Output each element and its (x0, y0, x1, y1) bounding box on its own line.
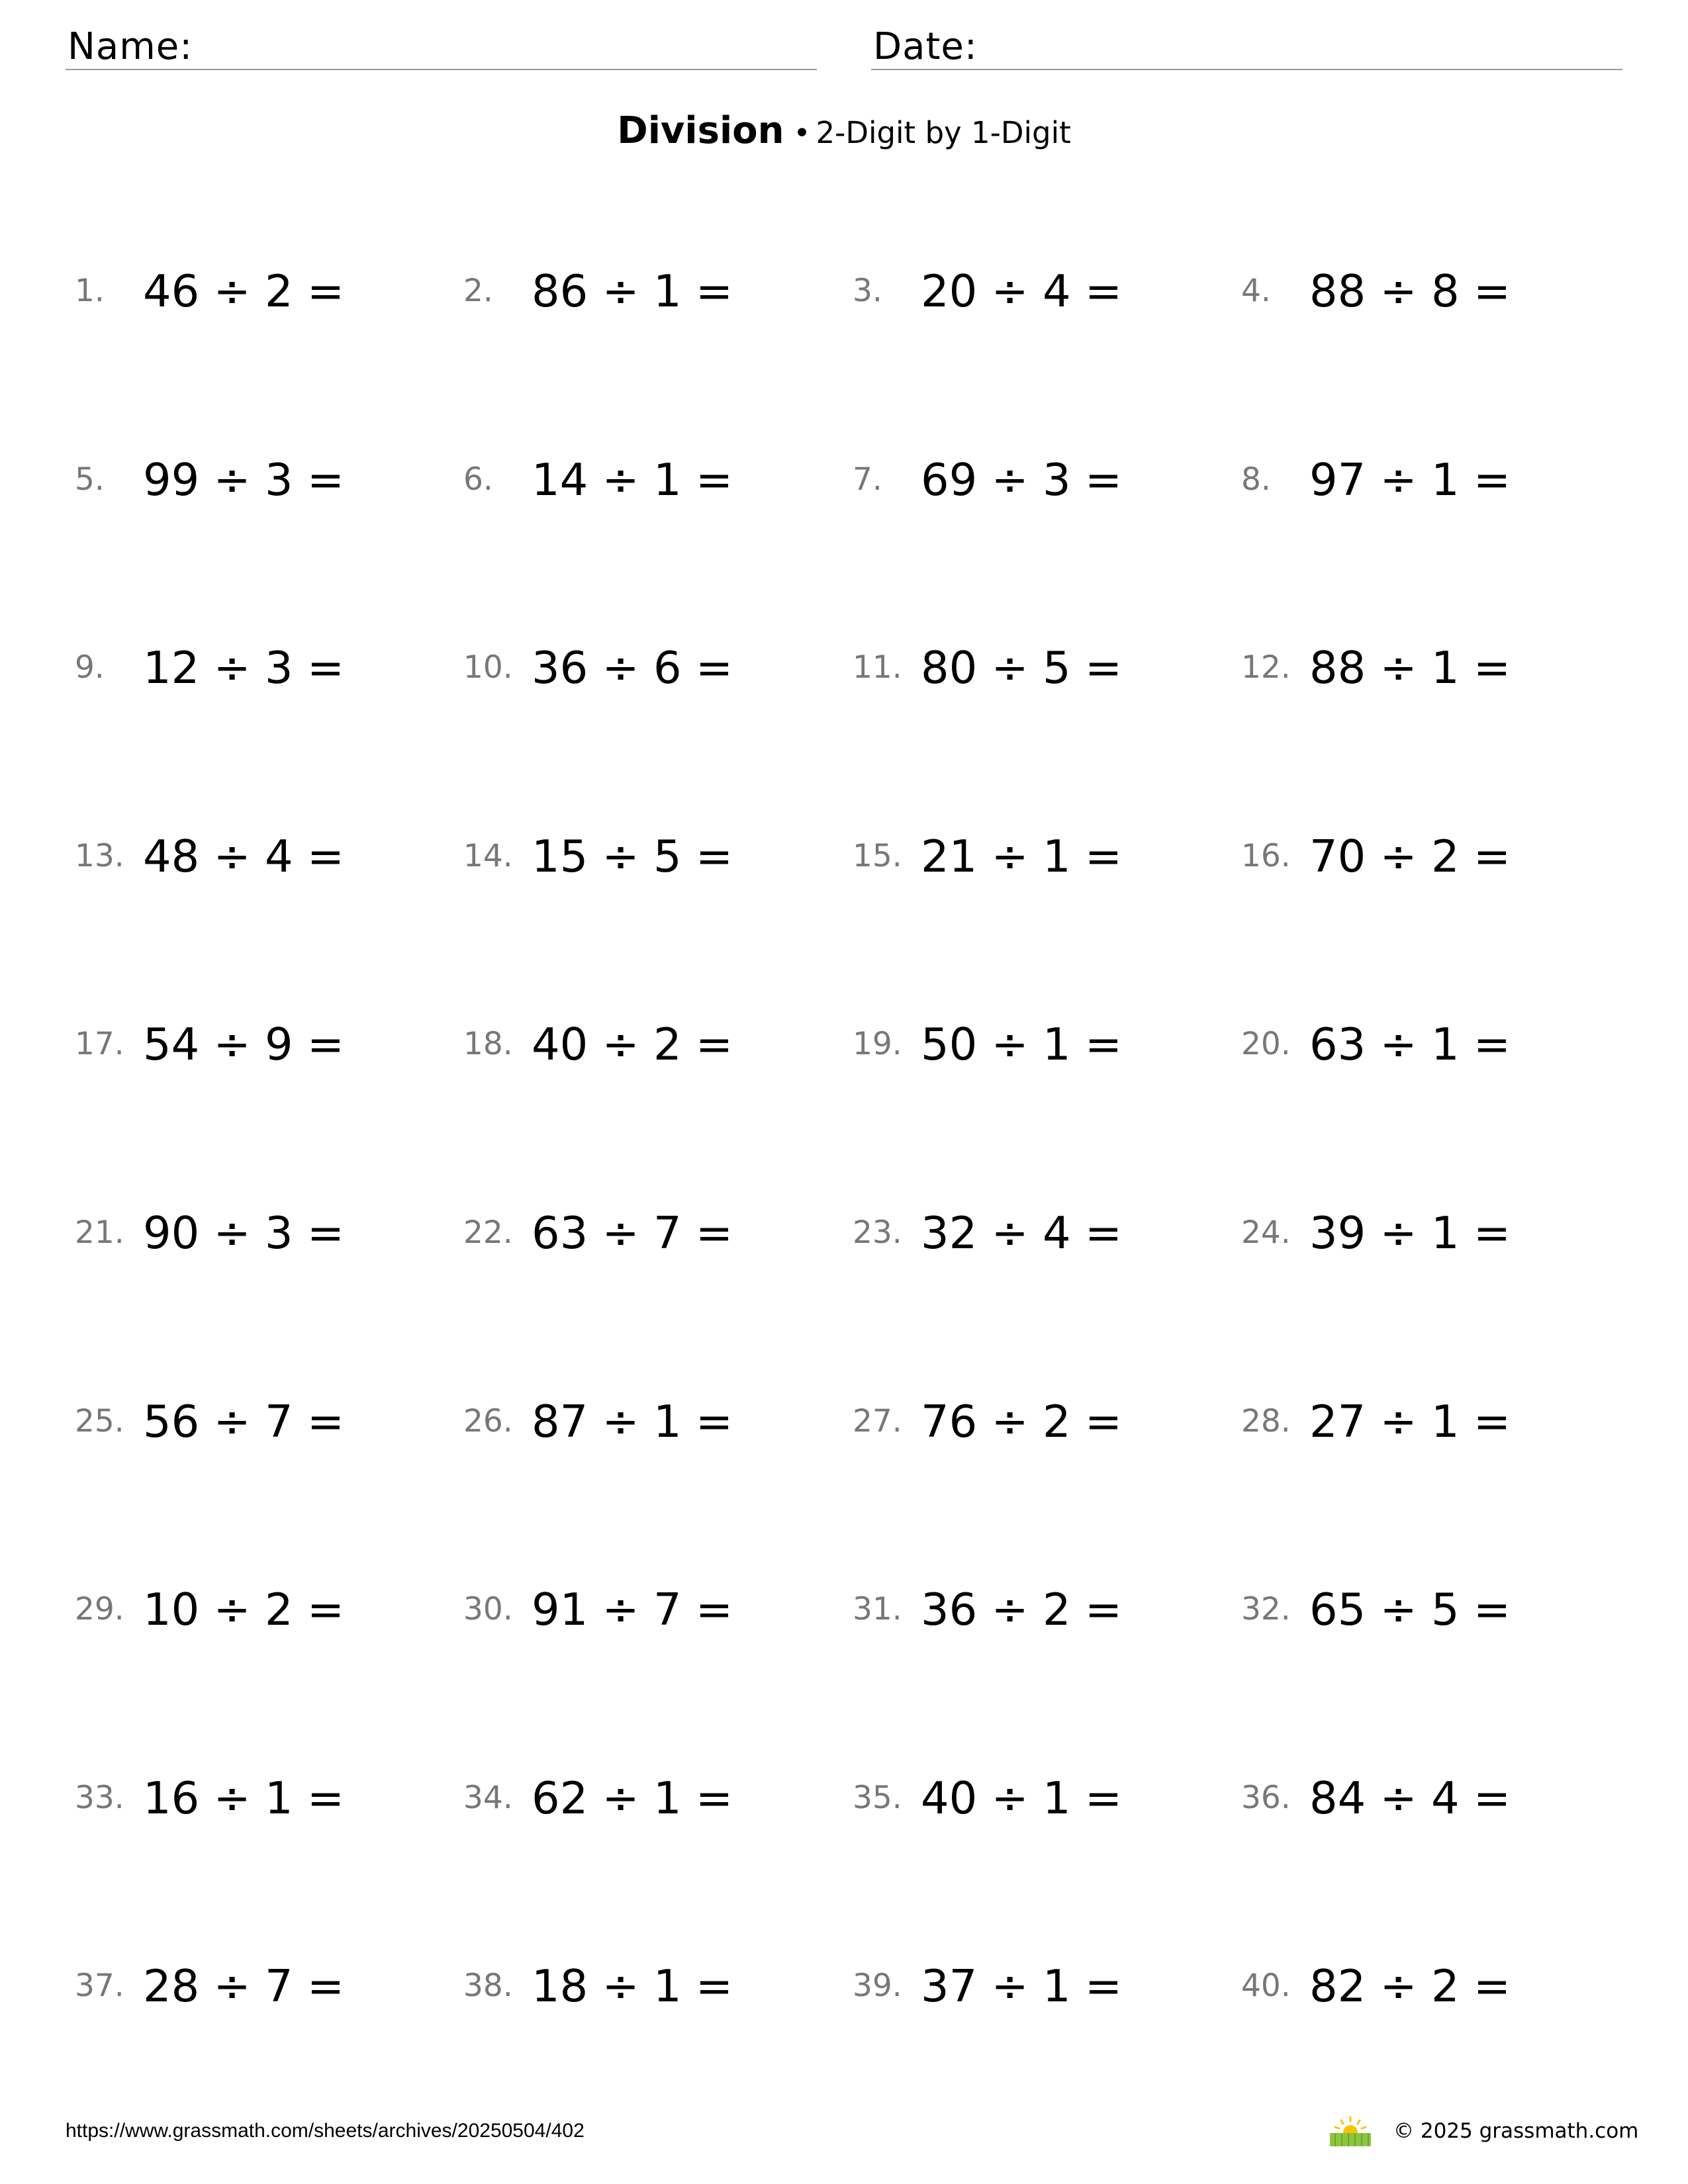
problem-expression: 10 ÷ 2 = (143, 1584, 345, 1635)
problem-number: 40. (1241, 1968, 1291, 2004)
problem-number: 38. (463, 1968, 513, 2004)
problem-number: 32. (1241, 1591, 1291, 1627)
problem-item (75, 453, 445, 506)
problem-number: 28. (1241, 1403, 1291, 1439)
problem-expression: 62 ÷ 1 = (532, 1772, 733, 1824)
problem-item (853, 1018, 1223, 1071)
problem-item (463, 830, 834, 883)
problem-expression: 97 ÷ 1 = (1309, 454, 1511, 506)
problem-item (463, 1960, 834, 2013)
problem-item (853, 1206, 1223, 1259)
problem-expression: 88 ÷ 8 = (1309, 265, 1511, 317)
problem-expression: 65 ÷ 5 = (1309, 1584, 1511, 1635)
problem-item (463, 1018, 834, 1071)
problem-expression: 99 ÷ 3 = (143, 454, 345, 506)
problem-expression: 15 ÷ 5 = (532, 831, 733, 882)
problem-expression: 36 ÷ 6 = (532, 642, 733, 694)
problem-expression: 63 ÷ 7 = (532, 1207, 733, 1259)
problem-number: 11. (853, 649, 902, 686)
problem-item (75, 1206, 445, 1259)
problem-expression: 82 ÷ 2 = (1309, 1960, 1511, 2012)
problem-number: 18. (463, 1026, 513, 1062)
problem-expression: 40 ÷ 1 = (921, 1772, 1123, 1824)
problem-number: 21. (75, 1214, 124, 1251)
problem-item (853, 453, 1223, 506)
problem-number: 8. (1241, 461, 1271, 498)
problem-number: 10. (463, 649, 513, 686)
problem-number: 2. (463, 273, 493, 309)
problem-expression: 88 ÷ 1 = (1309, 642, 1511, 694)
footer-url[interactable]: https://www.grassmath.com/sheets/archives/20250504/402 (66, 2120, 585, 2142)
problem-item (1241, 1772, 1612, 1825)
problem-number: 39. (853, 1968, 902, 2004)
problem-expression: 86 ÷ 1 = (532, 265, 733, 317)
problem-expression: 14 ÷ 1 = (532, 454, 733, 506)
problem-number: 15. (853, 838, 902, 874)
problem-item (463, 1206, 834, 1259)
footer-copyright: © 2025 grassmath.com (1393, 2119, 1639, 2143)
problem-expression: 91 ÷ 7 = (532, 1584, 733, 1635)
sun-over-grass-icon (1327, 2115, 1374, 2148)
problem-number: 31. (853, 1591, 902, 1627)
problem-number: 13. (75, 838, 124, 874)
problem-expression: 12 ÷ 3 = (143, 642, 345, 694)
problem-item (463, 641, 834, 694)
problem-expression: 87 ÷ 1 = (532, 1396, 733, 1447)
problem-item (1241, 1018, 1612, 1071)
problem-number: 25. (75, 1403, 124, 1439)
title-main: Division (617, 109, 784, 152)
problem-number: 36. (1241, 1780, 1291, 1816)
problem-expression: 50 ÷ 1 = (921, 1019, 1123, 1070)
problem-item (1241, 265, 1612, 318)
problem-number: 26. (463, 1403, 513, 1439)
problem-item (75, 830, 445, 883)
problem-expression: 46 ÷ 2 = (143, 265, 345, 317)
problem-item (853, 641, 1223, 694)
problem-item (463, 1772, 834, 1825)
problem-number: 27. (853, 1403, 902, 1439)
problem-item (75, 641, 445, 694)
problem-expression: 84 ÷ 4 = (1309, 1772, 1511, 1824)
problem-expression: 36 ÷ 2 = (921, 1584, 1123, 1635)
problem-number: 16. (1241, 838, 1291, 874)
problem-number: 23. (853, 1214, 902, 1251)
problem-expression: 63 ÷ 1 = (1309, 1019, 1511, 1070)
problem-expression: 80 ÷ 5 = (921, 642, 1123, 694)
problem-number: 9. (75, 649, 105, 686)
problem-number: 19. (853, 1026, 902, 1062)
problem-item (1241, 641, 1612, 694)
problem-item (75, 1018, 445, 1071)
problem-item (75, 265, 445, 318)
problem-number: 34. (463, 1780, 513, 1816)
problem-expression: 48 ÷ 4 = (143, 831, 345, 882)
problem-item (75, 1960, 445, 2013)
problem-number: 4. (1241, 273, 1271, 309)
problem-item (75, 1772, 445, 1825)
problem-number: 14. (463, 838, 513, 874)
problem-item (1241, 1395, 1612, 1448)
problem-number: 17. (75, 1026, 124, 1062)
problem-expression: 32 ÷ 4 = (921, 1207, 1123, 1259)
problem-number: 3. (853, 273, 882, 309)
problem-expression: 56 ÷ 7 = (143, 1396, 345, 1447)
problem-expression: 90 ÷ 3 = (143, 1207, 345, 1259)
problem-item (1241, 1583, 1612, 1636)
problem-item (853, 830, 1223, 883)
problem-expression: 16 ÷ 1 = (143, 1772, 345, 1824)
problem-number: 1. (75, 273, 105, 309)
problem-expression: 39 ÷ 1 = (1309, 1207, 1511, 1259)
problem-number: 35. (853, 1780, 902, 1816)
problem-item (1241, 1206, 1612, 1259)
problem-number: 12. (1241, 649, 1291, 686)
problem-item (1241, 830, 1612, 883)
problem-item (463, 1583, 834, 1636)
problem-item (463, 1395, 834, 1448)
date-label: Date: (873, 25, 978, 68)
problem-expression: 69 ÷ 3 = (921, 454, 1123, 506)
problem-number: 5. (75, 461, 105, 498)
problem-expression: 18 ÷ 1 = (532, 1960, 733, 2012)
problem-number: 30. (463, 1591, 513, 1627)
problem-number: 20. (1241, 1026, 1291, 1062)
problem-number: 29. (75, 1591, 124, 1627)
problem-item (853, 1960, 1223, 2013)
problem-item (853, 1395, 1223, 1448)
title-separator: • (793, 116, 811, 150)
problem-expression: 54 ÷ 9 = (143, 1019, 345, 1070)
problem-item (1241, 1960, 1612, 2013)
problem-item (853, 265, 1223, 318)
problem-expression: 27 ÷ 1 = (1309, 1396, 1511, 1447)
problem-number: 7. (853, 461, 882, 498)
problem-item (463, 265, 834, 318)
problem-item (853, 1583, 1223, 1636)
problem-expression: 76 ÷ 2 = (921, 1396, 1123, 1447)
problem-expression: 37 ÷ 1 = (921, 1960, 1123, 2012)
problem-number: 22. (463, 1214, 513, 1251)
problem-item (853, 1772, 1223, 1825)
problem-expression: 70 ÷ 2 = (1309, 831, 1511, 882)
problem-number: 37. (75, 1968, 124, 2004)
problem-number: 33. (75, 1780, 124, 1816)
title-subtitle: 2-Digit by 1-Digit (816, 115, 1071, 150)
problem-item (1241, 453, 1612, 506)
problem-number: 6. (463, 461, 493, 498)
problem-expression: 28 ÷ 7 = (143, 1960, 345, 2012)
problem-number: 24. (1241, 1214, 1291, 1251)
problem-expression: 20 ÷ 4 = (921, 265, 1123, 317)
problem-expression: 40 ÷ 2 = (532, 1019, 733, 1070)
name-label: Name: (68, 25, 193, 68)
problem-item (75, 1583, 445, 1636)
problem-item (75, 1395, 445, 1448)
problem-item (463, 453, 834, 506)
problem-expression: 21 ÷ 1 = (921, 831, 1123, 882)
